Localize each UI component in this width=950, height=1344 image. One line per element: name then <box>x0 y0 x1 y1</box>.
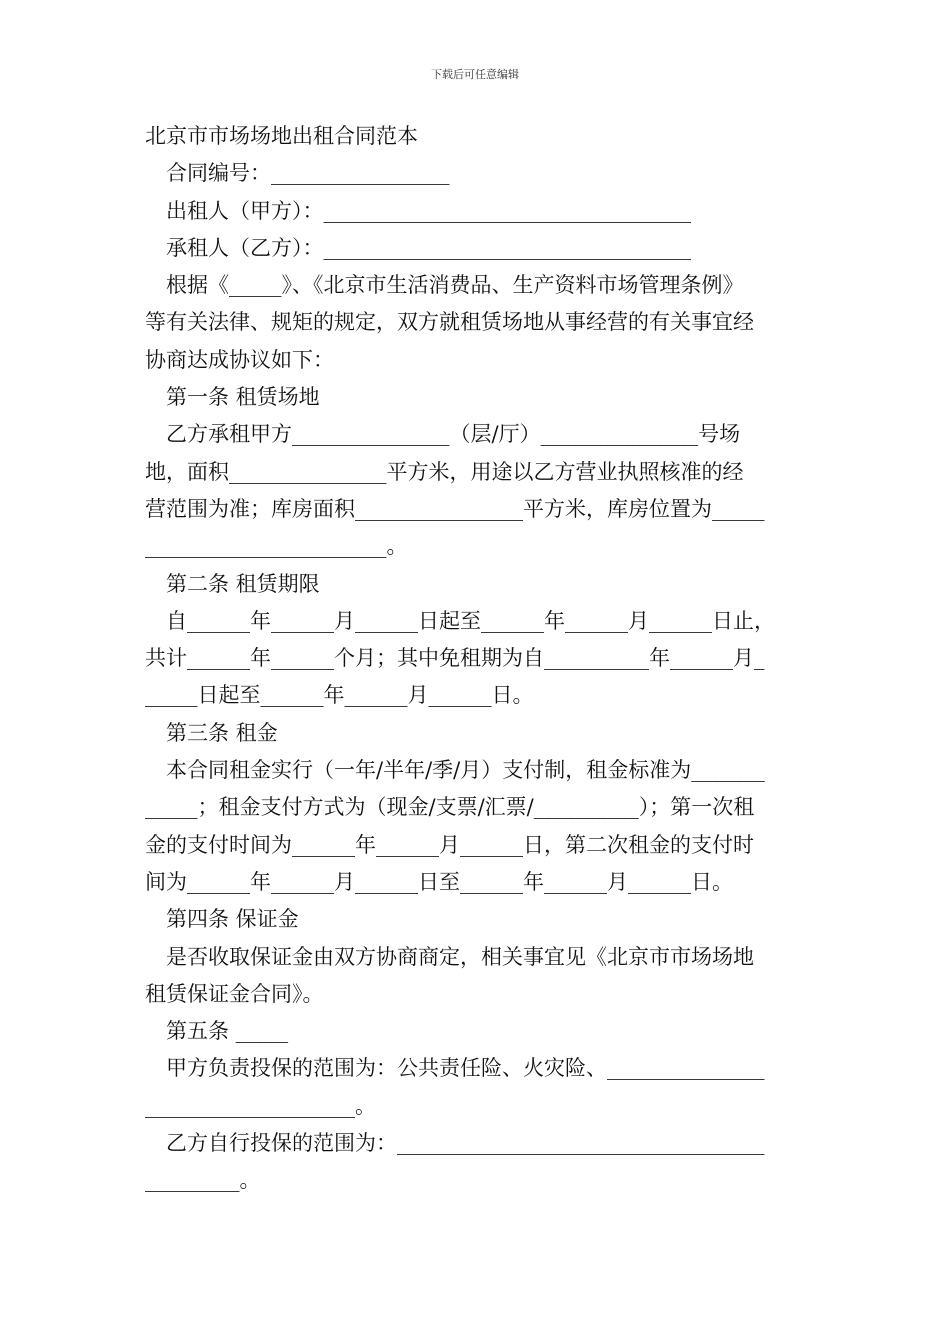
contract-line: _____；租金支付方式为（现金/支票/汇票/__________）；第一次租 <box>145 795 755 820</box>
contract-line: 乙方自行投保的范围为：___________________________________ <box>166 1131 765 1156</box>
contract-line: 合同编号：_________________ <box>166 161 450 186</box>
contract-line: ____________________。 <box>145 1093 376 1118</box>
contract-line: _______________________。 <box>145 534 408 559</box>
contract-line: 协商达成协议如下： <box>145 347 334 372</box>
contract-line: 出租人（甲方）：___________________________________ <box>166 198 691 223</box>
contract-line: 租赁保证金合同》。 <box>145 981 324 1006</box>
contract-body <box>145 118 810 1200</box>
contract-line: _________。 <box>145 1168 261 1193</box>
document-title: 北京市市场场地出租合同范本 <box>145 124 418 148</box>
contract-line: _____日起至______年______月______日。 <box>145 683 534 708</box>
contract-line: 自______年______月______日起至______年______月______日止， <box>166 608 775 633</box>
page-header-note: 下载后可任意编辑 <box>431 68 519 81</box>
contract-line: 乙方承租甲方_______________（层/厅）_______________号场 <box>166 422 741 447</box>
contract-line: 共计______年______个月；其中免租期为自__________年______月_ <box>145 646 765 671</box>
contract-line: 承租人（乙方）：___________________________________ <box>166 235 691 260</box>
contract-line: 间为______年______月______日至______年______月______日。 <box>145 869 733 894</box>
contract-line: 第二条 租赁期限 <box>166 571 320 596</box>
contract-line: 金的支付时间为______年______月______日，第二次租金的支付时 <box>145 832 754 857</box>
contract-line: 等有关法律、规矩的规定，双方就租赁场地从事经营的有关事宜经 <box>145 310 754 335</box>
contract-line: 第三条 租金 <box>166 720 278 745</box>
contract-line: 本合同租金实行（一年/半年/季/月）支付制，租金标准为_______ <box>166 758 765 783</box>
contract-line: 是否收取保证金由双方协商商定，相关事宜见《北京市市场场地 <box>166 944 754 969</box>
contract-line: 地，面积_______________平方米，用途以乙方营业执照核准的经 <box>145 459 744 484</box>
contract-line: 第五条 _____ <box>166 1019 289 1044</box>
contract-line: 营范围为准；库房面积________________平方米，库房位置为_____ <box>145 496 765 521</box>
contract-line: 第四条 保证金 <box>166 907 299 932</box>
contract-line: 第一条 租赁场地 <box>166 385 320 410</box>
contract-line: 甲方负责投保的范围为：公共责任险、火灾险、_______________ <box>166 1056 765 1081</box>
contract-line: 根据《_____》、《北京市生活消费品、生产资料市场管理条例》 <box>166 273 744 298</box>
